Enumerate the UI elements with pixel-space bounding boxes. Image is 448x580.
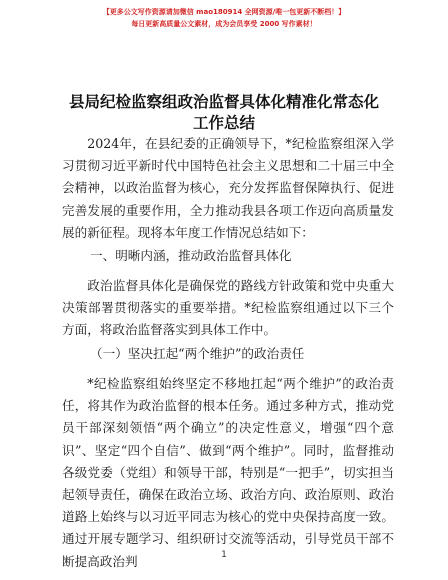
document-title-line-1: 县局纪检监察组政治监督具体化精准化常态化: [68, 93, 379, 111]
document-title-line-2: 工作总结: [192, 114, 255, 132]
subsection-1-heading: （一）坚决扛起“两个维护”的政治责任: [90, 346, 305, 361]
intro-paragraph: 2024年，在县纪委的正确领导下，*纪检监察组深入学习贯彻习近平新时代中国特色社会主义思想和二十届三中全会精神，以政治监督为核心，充分发挥监督保障执行、促进完善发展的重要作用，全力推动我县各项工作迈向高质量发展的新征程。现将本年度工作情况总结如下：: [62, 136, 394, 240]
page-number: 1: [221, 550, 227, 560]
promo-banner-line-1: 【更多公文写作资源请加微信 mao180914 全网资源/唯一包更新不断档！】: [102, 8, 346, 16]
document-title: [40, 92, 408, 134]
subsection-1-paragraph: *纪检监察组始终坚定不移地扛起“两个维护”的政治责任，将其作为政治监督的根本任务。通过多种方式，推动党员干部深刻领悟“两个确立”的决定性意义，增强“四个意识”、坚定“四个自信”、做到“两个维护”。同时，监督推动各级党委（党组）和领导干部，特别是“一把手”，切实担当起领导责任，确保在政治立场、政治方向、政治原则、政治道路上始终与以习近平同志为核心的党中央保持高度一致。通过开展专题学习、组织研讨交流等活动，引导党员干部不断提高政治判: [62, 376, 394, 569]
promo-banner: [0, 6, 448, 30]
section-1-paragraph: 政治监督具体化是确保党的路线方针政策和党中央重大决策部署贯彻落实的重要举措。*纪检监察组通过以下三个方面，将政治监督落实到具体工作中。: [62, 278, 394, 338]
promo-banner-line-2: 每日更新高质量公文素材，成为会员享受 2000 写作素材！: [131, 20, 317, 28]
section-1-heading: 一、明晰内涵，推动政治监督具体化: [90, 248, 292, 263]
